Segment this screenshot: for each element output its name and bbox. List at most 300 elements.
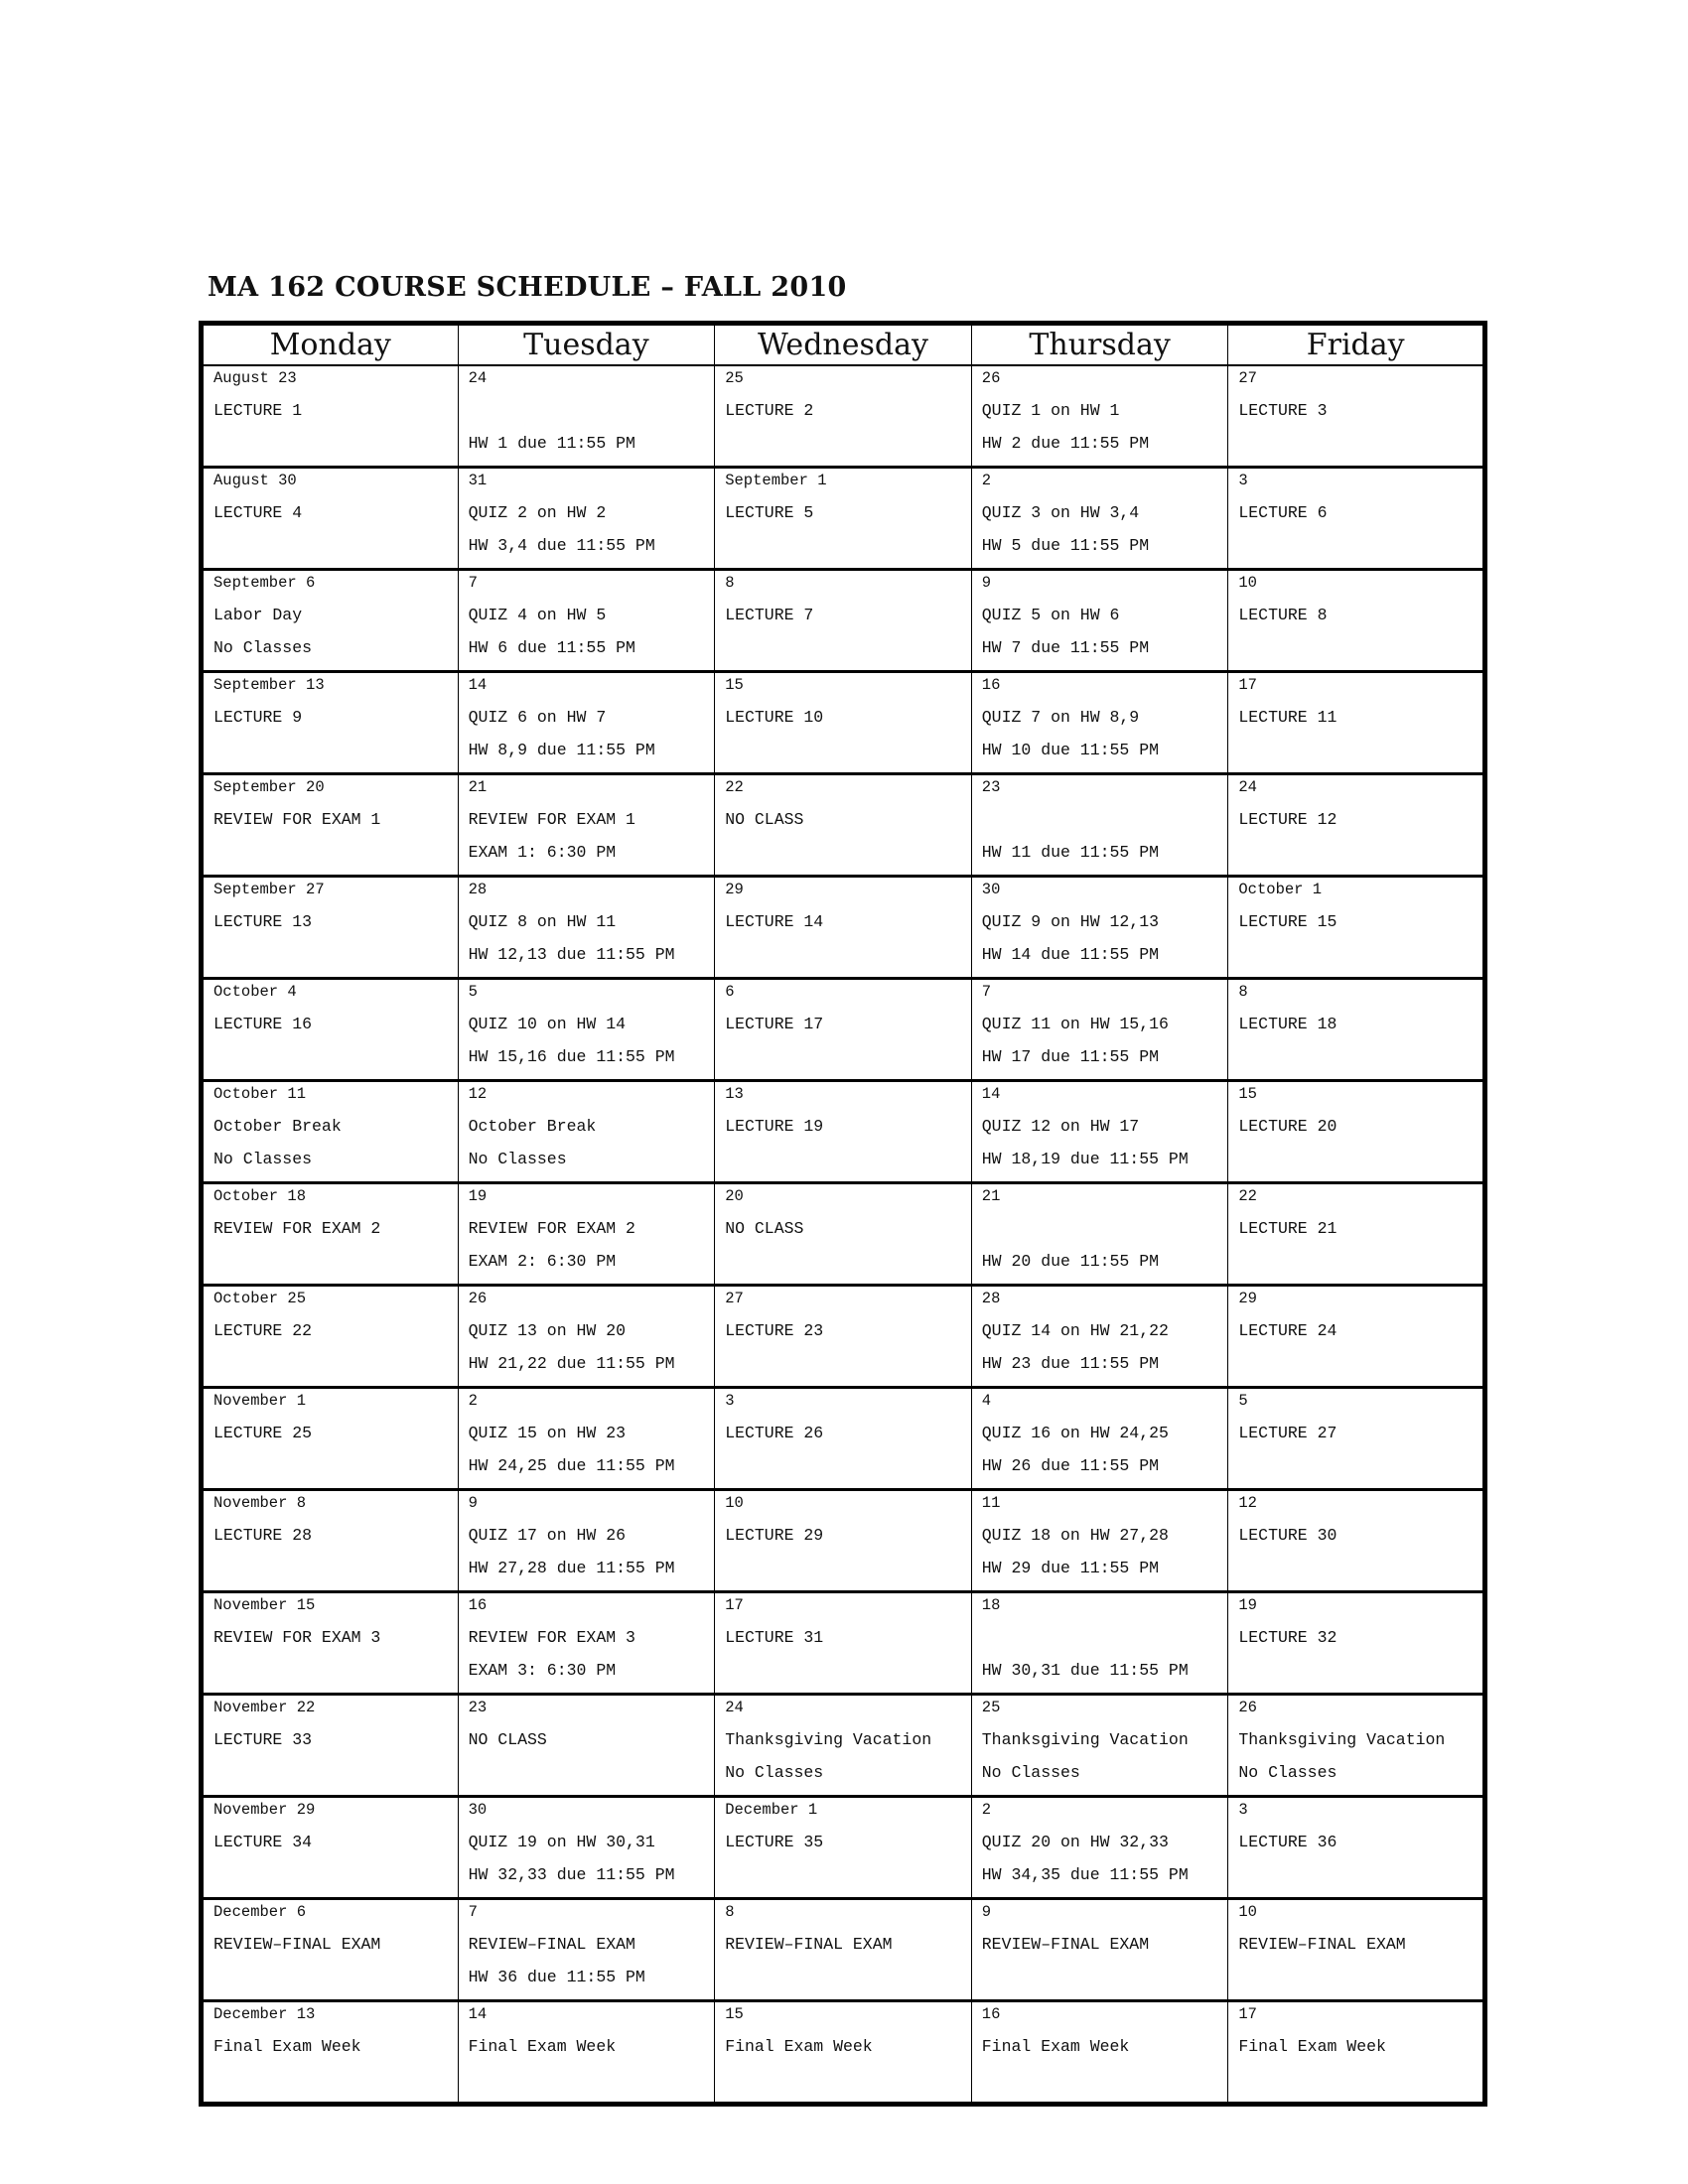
day-cell-monday — [202, 2001, 459, 2105]
event-line-2: HW 23 due 11:55 PM — [981, 1354, 1160, 1373]
date-label: 12 — [1238, 1494, 1257, 1512]
day-cell-friday — [1228, 979, 1485, 1081]
date-label: 17 — [1238, 676, 1257, 694]
event-line-2: No Classes — [213, 1150, 313, 1168]
date-label: 27 — [1238, 369, 1257, 387]
date-label: September 6 — [213, 574, 316, 592]
event-line-2: HW 36 due 11:55 PM — [468, 1968, 645, 1986]
cell-content — [469, 775, 715, 875]
day-cell-friday — [1228, 672, 1485, 774]
event-line-2: HW 18,19 due 11:55 PM — [981, 1150, 1189, 1168]
date-label: 18 — [981, 1596, 1001, 1614]
date-label: 8 — [725, 574, 735, 592]
day-cell-wednesday — [715, 1081, 972, 1183]
cell-content — [213, 2002, 458, 2102]
cell-content — [982, 1082, 1228, 1181]
cell-content — [982, 1184, 1228, 1284]
day-cell-friday — [1228, 1695, 1485, 1797]
day-cell-tuesday — [458, 570, 715, 672]
event-line-1: LECTURE 6 — [1238, 503, 1328, 522]
cell-content — [1238, 1491, 1482, 1590]
event-line-1: Thanksgiving Vacation — [981, 1730, 1189, 1749]
event-line-1: Final Exam Week — [725, 2037, 873, 2056]
event-line-2: HW 29 due 11:55 PM — [981, 1559, 1160, 1577]
date-label: 24 — [468, 369, 488, 387]
day-cell-wednesday — [715, 1592, 972, 1695]
event-line-1: QUIZ 6 on HW 7 — [468, 708, 607, 727]
date-label: 22 — [1238, 1187, 1257, 1205]
week-row — [202, 1490, 1485, 1592]
cell-content — [725, 1082, 971, 1181]
cell-content — [213, 1389, 458, 1488]
event-line-1: LECTURE 36 — [1238, 1833, 1337, 1851]
event-line-1: LECTURE 18 — [1238, 1015, 1337, 1033]
week-row — [202, 672, 1485, 774]
cell-content — [725, 1184, 971, 1284]
cell-content — [213, 1696, 458, 1795]
day-cell-thursday — [971, 1490, 1228, 1592]
date-label: 27 — [725, 1290, 744, 1307]
event-line-2: HW 10 due 11:55 PM — [981, 741, 1160, 759]
event-line-1: LECTURE 20 — [1238, 1117, 1337, 1136]
day-cell-monday — [202, 1592, 459, 1695]
day-cell-wednesday — [715, 979, 972, 1081]
cell-content — [213, 1593, 458, 1693]
day-cell-thursday — [971, 1899, 1228, 2001]
cell-content — [725, 673, 971, 772]
cell-content — [725, 469, 971, 568]
day-cell-wednesday — [715, 2001, 972, 2105]
event-line-2: HW 32,33 due 11:55 PM — [468, 1865, 675, 1884]
event-line-1: QUIZ 16 on HW 24,25 — [981, 1424, 1169, 1442]
cell-content — [469, 469, 715, 568]
cell-content — [1238, 469, 1482, 568]
week-row — [202, 1592, 1485, 1695]
day-cell-friday — [1228, 1388, 1485, 1490]
cell-content — [1238, 775, 1482, 875]
cell-content — [213, 1287, 458, 1386]
cell-content — [725, 1900, 971, 1999]
day-cell-wednesday — [715, 1490, 972, 1592]
week-row — [202, 468, 1485, 570]
date-label: 25 — [725, 369, 744, 387]
day-cell-tuesday — [458, 1797, 715, 1899]
cell-content — [469, 980, 715, 1079]
date-label: October 1 — [1238, 881, 1323, 898]
cell-content — [982, 1389, 1228, 1488]
date-label: 19 — [1238, 1596, 1257, 1614]
day-cell-monday — [202, 672, 459, 774]
date-label: 5 — [1238, 1392, 1248, 1410]
day-cell-tuesday — [458, 468, 715, 570]
date-label: 21 — [981, 1187, 1001, 1205]
day-cell-wednesday — [715, 1899, 972, 2001]
date-label: 10 — [1238, 574, 1257, 592]
date-label: 13 — [725, 1085, 744, 1103]
date-label: 14 — [468, 2005, 488, 2023]
event-line-1: NO CLASS — [468, 1730, 547, 1749]
event-line-1: Final Exam Week — [468, 2037, 617, 2056]
event-line-2: EXAM 3: 6:30 PM — [468, 1661, 617, 1680]
event-line-1: QUIZ 7 on HW 8,9 — [981, 708, 1140, 727]
event-line-1: REVIEW FOR EXAM 3 — [213, 1628, 381, 1647]
cell-content — [982, 2002, 1228, 2102]
day-cell-monday — [202, 1490, 459, 1592]
day-cell-tuesday — [458, 1183, 715, 1286]
date-label: 14 — [981, 1085, 1001, 1103]
day-cell-friday — [1228, 1183, 1485, 1286]
date-label: 23 — [468, 1699, 488, 1716]
date-label: 23 — [981, 778, 1001, 796]
day-cell-thursday — [971, 774, 1228, 877]
cell-content — [213, 571, 458, 670]
cell-content — [469, 878, 715, 977]
date-label: 15 — [1238, 1085, 1257, 1103]
day-header-wednesday: Wednesday — [715, 324, 972, 366]
day-cell-monday — [202, 468, 459, 570]
day-cell-monday — [202, 774, 459, 877]
day-cell-thursday — [971, 979, 1228, 1081]
day-cell-wednesday — [715, 1286, 972, 1388]
date-label: 16 — [468, 1596, 488, 1614]
day-cell-tuesday — [458, 877, 715, 979]
day-cell-friday — [1228, 365, 1485, 468]
cell-content — [469, 1798, 715, 1897]
event-line-2: HW 5 due 11:55 PM — [981, 536, 1150, 555]
day-cell-friday — [1228, 1286, 1485, 1388]
event-line-1: LECTURE 21 — [1238, 1219, 1337, 1238]
cell-content — [1238, 980, 1482, 1079]
cell-content — [725, 1696, 971, 1795]
date-label: November 15 — [213, 1596, 316, 1614]
day-cell-wednesday — [715, 1797, 972, 1899]
event-line-1: LECTURE 22 — [213, 1321, 313, 1340]
date-label: 26 — [468, 1290, 488, 1307]
event-line-2: HW 17 due 11:55 PM — [981, 1047, 1160, 1066]
date-label: 20 — [725, 1187, 744, 1205]
cell-content — [469, 571, 715, 670]
date-label: December 13 — [213, 2005, 316, 2023]
day-cell-tuesday — [458, 1286, 715, 1388]
cell-content — [469, 1696, 715, 1795]
event-line-1: October Break — [213, 1117, 342, 1136]
event-line-1: LECTURE 26 — [725, 1424, 824, 1442]
event-line-2: HW 24,25 due 11:55 PM — [468, 1456, 675, 1475]
date-label: 2 — [468, 1392, 478, 1410]
event-line-1: LECTURE 7 — [725, 606, 814, 624]
cell-content — [213, 1184, 458, 1284]
date-label: 9 — [981, 1903, 992, 1921]
cell-content — [213, 1082, 458, 1181]
cell-content — [725, 1287, 971, 1386]
day-cell-tuesday — [458, 672, 715, 774]
cell-content — [1238, 571, 1482, 670]
event-line-2: HW 2 due 11:55 PM — [981, 434, 1150, 453]
cell-content — [725, 775, 971, 875]
event-line-1: QUIZ 14 on HW 21,22 — [981, 1321, 1169, 1340]
event-line-1: LECTURE 14 — [725, 912, 824, 931]
day-cell-tuesday — [458, 1081, 715, 1183]
event-line-1: QUIZ 2 on HW 2 — [468, 503, 607, 522]
date-label: 9 — [981, 574, 992, 592]
date-label: October 4 — [213, 983, 297, 1001]
day-cell-monday — [202, 979, 459, 1081]
cell-content — [982, 980, 1228, 1079]
day-cell-friday — [1228, 1490, 1485, 1592]
week-row — [202, 1286, 1485, 1388]
date-label: December 6 — [213, 1903, 307, 1921]
date-label: 26 — [981, 369, 1001, 387]
event-line-1: REVIEW–FINAL EXAM — [981, 1935, 1150, 1954]
cell-content — [213, 1491, 458, 1590]
event-line-1: QUIZ 4 on HW 5 — [468, 606, 607, 624]
event-line-1: Final Exam Week — [1238, 2037, 1386, 2056]
cell-content — [469, 1491, 715, 1590]
event-line-2: HW 30,31 due 11:55 PM — [981, 1661, 1189, 1680]
event-line-1: LECTURE 27 — [1238, 1424, 1337, 1442]
event-line-1: LECTURE 32 — [1238, 1628, 1337, 1647]
date-label: 15 — [725, 676, 744, 694]
day-cell-thursday — [971, 1695, 1228, 1797]
event-line-1: LECTURE 10 — [725, 708, 824, 727]
event-line-1: LECTURE 29 — [725, 1526, 824, 1545]
date-label: 3 — [725, 1392, 735, 1410]
cell-content — [1238, 1082, 1482, 1181]
cell-content — [982, 673, 1228, 772]
date-label: 17 — [725, 1596, 744, 1614]
date-label: 12 — [468, 1085, 488, 1103]
event-line-1: REVIEW–FINAL EXAM — [725, 1935, 893, 1954]
event-line-2: No Classes — [981, 1763, 1080, 1782]
date-label: November 29 — [213, 1801, 316, 1819]
date-label: 17 — [1238, 2005, 1257, 2023]
event-line-1: QUIZ 12 on HW 17 — [981, 1117, 1140, 1136]
cell-content — [213, 1900, 458, 1999]
event-line-1: NO CLASS — [725, 810, 804, 829]
day-cell-tuesday — [458, 1490, 715, 1592]
week-row — [202, 1183, 1485, 1286]
day-cell-thursday — [971, 1592, 1228, 1695]
cell-content — [725, 980, 971, 1079]
week-row — [202, 979, 1485, 1081]
event-line-1: QUIZ 10 on HW 14 — [468, 1015, 627, 1033]
date-label: 3 — [1238, 472, 1248, 489]
day-cell-monday — [202, 1286, 459, 1388]
date-label: 24 — [1238, 778, 1257, 796]
event-line-2: HW 11 due 11:55 PM — [981, 843, 1160, 862]
cell-content — [1238, 1184, 1482, 1284]
event-line-1: REVIEW FOR EXAM 1 — [213, 810, 381, 829]
day-cell-tuesday — [458, 2001, 715, 2105]
date-label: October 11 — [213, 1085, 307, 1103]
event-line-1: Labor Day — [213, 606, 303, 624]
date-label: 5 — [468, 983, 478, 1001]
cell-content — [725, 366, 971, 466]
week-row — [202, 570, 1485, 672]
event-line-2: HW 27,28 due 11:55 PM — [468, 1559, 675, 1577]
cell-content — [1238, 1389, 1482, 1488]
day-cell-wednesday — [715, 672, 972, 774]
day-cell-wednesday — [715, 1388, 972, 1490]
day-cell-monday — [202, 1695, 459, 1797]
event-line-1: REVIEW FOR EXAM 2 — [468, 1219, 635, 1238]
event-line-1: Final Exam Week — [213, 2037, 361, 2056]
week-row — [202, 1695, 1485, 1797]
day-cell-thursday — [971, 1081, 1228, 1183]
cell-content — [469, 1287, 715, 1386]
cell-content — [469, 1593, 715, 1693]
event-line-2: HW 14 due 11:55 PM — [981, 945, 1160, 964]
date-label: 26 — [1238, 1699, 1257, 1716]
day-cell-tuesday — [458, 774, 715, 877]
cell-content — [469, 366, 715, 466]
event-line-1: QUIZ 3 on HW 3,4 — [981, 503, 1140, 522]
event-line-1: QUIZ 13 on HW 20 — [468, 1321, 627, 1340]
cell-content — [1238, 366, 1482, 466]
cell-content — [982, 1900, 1228, 1999]
cell-content — [982, 1287, 1228, 1386]
cell-content — [213, 980, 458, 1079]
cell-content — [982, 1696, 1228, 1795]
event-line-1: LECTURE 25 — [213, 1424, 313, 1442]
event-line-2: HW 1 due 11:55 PM — [468, 434, 635, 453]
event-line-1: LECTURE 4 — [213, 503, 303, 522]
event-line-1: REVIEW FOR EXAM 2 — [213, 1219, 381, 1238]
event-line-2: No Classes — [213, 638, 313, 657]
day-cell-thursday — [971, 672, 1228, 774]
event-line-1: LECTURE 12 — [1238, 810, 1337, 829]
event-line-1: LECTURE 2 — [725, 401, 814, 420]
week-row — [202, 774, 1485, 877]
cell-content — [982, 1798, 1228, 1897]
date-label: 4 — [981, 1392, 992, 1410]
event-line-1: QUIZ 19 on HW 30,31 — [468, 1833, 655, 1851]
cell-content — [213, 775, 458, 875]
cell-content — [982, 469, 1228, 568]
week-row — [202, 1388, 1485, 1490]
date-label: 16 — [981, 2005, 1001, 2023]
event-line-2: HW 20 due 11:55 PM — [981, 1252, 1160, 1271]
cell-content — [213, 673, 458, 772]
event-line-1: QUIZ 11 on HW 15,16 — [981, 1015, 1169, 1033]
day-cell-tuesday — [458, 1899, 715, 2001]
day-cell-wednesday — [715, 1183, 972, 1286]
event-line-1: October Break — [468, 1117, 597, 1136]
day-cell-tuesday — [458, 979, 715, 1081]
date-label: November 1 — [213, 1392, 307, 1410]
event-line-2: No Classes — [1238, 1763, 1337, 1782]
event-line-1: Thanksgiving Vacation — [725, 1730, 932, 1749]
day-cell-wednesday — [715, 1695, 972, 1797]
cell-content — [213, 366, 458, 466]
event-line-2: HW 15,16 due 11:55 PM — [468, 1047, 675, 1066]
cell-content — [725, 2002, 971, 2102]
date-label: October 18 — [213, 1187, 307, 1205]
event-line-1: QUIZ 15 on HW 23 — [468, 1424, 627, 1442]
cell-content — [982, 878, 1228, 977]
event-line-2: HW 6 due 11:55 PM — [468, 638, 635, 657]
date-label: 29 — [725, 881, 744, 898]
day-cell-thursday — [971, 570, 1228, 672]
cell-content — [725, 1389, 971, 1488]
day-cell-thursday — [971, 365, 1228, 468]
day-cell-thursday — [971, 1388, 1228, 1490]
cell-content — [213, 878, 458, 977]
date-label: September 20 — [213, 778, 325, 796]
cell-content — [1238, 673, 1482, 772]
date-label: 30 — [981, 881, 1001, 898]
event-line-2: HW 12,13 due 11:55 PM — [468, 945, 675, 964]
schedule-body — [202, 365, 1485, 2105]
date-label: 6 — [725, 983, 735, 1001]
cell-content — [213, 469, 458, 568]
event-line-1: LECTURE 34 — [213, 1833, 313, 1851]
day-cell-monday — [202, 365, 459, 468]
event-line-1: QUIZ 17 on HW 26 — [468, 1526, 627, 1545]
date-label: 7 — [468, 574, 478, 592]
week-row — [202, 1797, 1485, 1899]
day-cell-tuesday — [458, 1388, 715, 1490]
date-label: 2 — [981, 1801, 992, 1819]
event-line-1: LECTURE 30 — [1238, 1526, 1337, 1545]
cell-content — [725, 1593, 971, 1693]
day-cell-wednesday — [715, 877, 972, 979]
event-line-1: LECTURE 15 — [1238, 912, 1337, 931]
event-line-1: LECTURE 17 — [725, 1015, 824, 1033]
page-title: MA 162 COURSE SCHEDULE – FALL 2010 — [208, 272, 847, 303]
date-label: 24 — [725, 1699, 744, 1716]
day-cell-tuesday — [458, 1592, 715, 1695]
date-label: 10 — [725, 1494, 744, 1512]
date-label: December 1 — [725, 1801, 818, 1819]
event-line-1: LECTURE 16 — [213, 1015, 313, 1033]
event-line-2: No Classes — [725, 1763, 824, 1782]
event-line-1: QUIZ 1 on HW 1 — [981, 401, 1120, 420]
event-line-2: EXAM 1: 6:30 PM — [468, 843, 617, 862]
day-cell-wednesday — [715, 468, 972, 570]
day-cell-friday — [1228, 2001, 1485, 2105]
date-label: 8 — [1238, 983, 1248, 1001]
day-cell-thursday — [971, 877, 1228, 979]
cell-content — [469, 1389, 715, 1488]
event-line-1: LECTURE 9 — [213, 708, 303, 727]
cell-content — [1238, 1287, 1482, 1386]
day-cell-tuesday — [458, 1695, 715, 1797]
cell-content — [469, 1082, 715, 1181]
cell-content — [725, 571, 971, 670]
cell-content — [469, 1184, 715, 1284]
day-cell-thursday — [971, 2001, 1228, 2105]
day-cell-friday — [1228, 570, 1485, 672]
event-line-2: HW 21,22 due 11:55 PM — [468, 1354, 675, 1373]
event-line-2: EXAM 2: 6:30 PM — [468, 1252, 617, 1271]
event-line-1: LECTURE 24 — [1238, 1321, 1337, 1340]
day-cell-wednesday — [715, 774, 972, 877]
cell-content — [1238, 1696, 1482, 1795]
week-row — [202, 877, 1485, 979]
event-line-1: REVIEW FOR EXAM 1 — [468, 810, 635, 829]
event-line-1: LECTURE 19 — [725, 1117, 824, 1136]
event-line-1: Thanksgiving Vacation — [1238, 1730, 1446, 1749]
date-label: 16 — [981, 676, 1001, 694]
event-line-1: Final Exam Week — [981, 2037, 1130, 2056]
event-line-1: LECTURE 8 — [1238, 606, 1328, 624]
event-line-1: LECTURE 31 — [725, 1628, 824, 1647]
event-line-1: LECTURE 13 — [213, 912, 313, 931]
day-header-monday: Monday — [202, 324, 459, 366]
event-line-2: HW 26 due 11:55 PM — [981, 1456, 1160, 1475]
date-label: August 30 — [213, 472, 297, 489]
